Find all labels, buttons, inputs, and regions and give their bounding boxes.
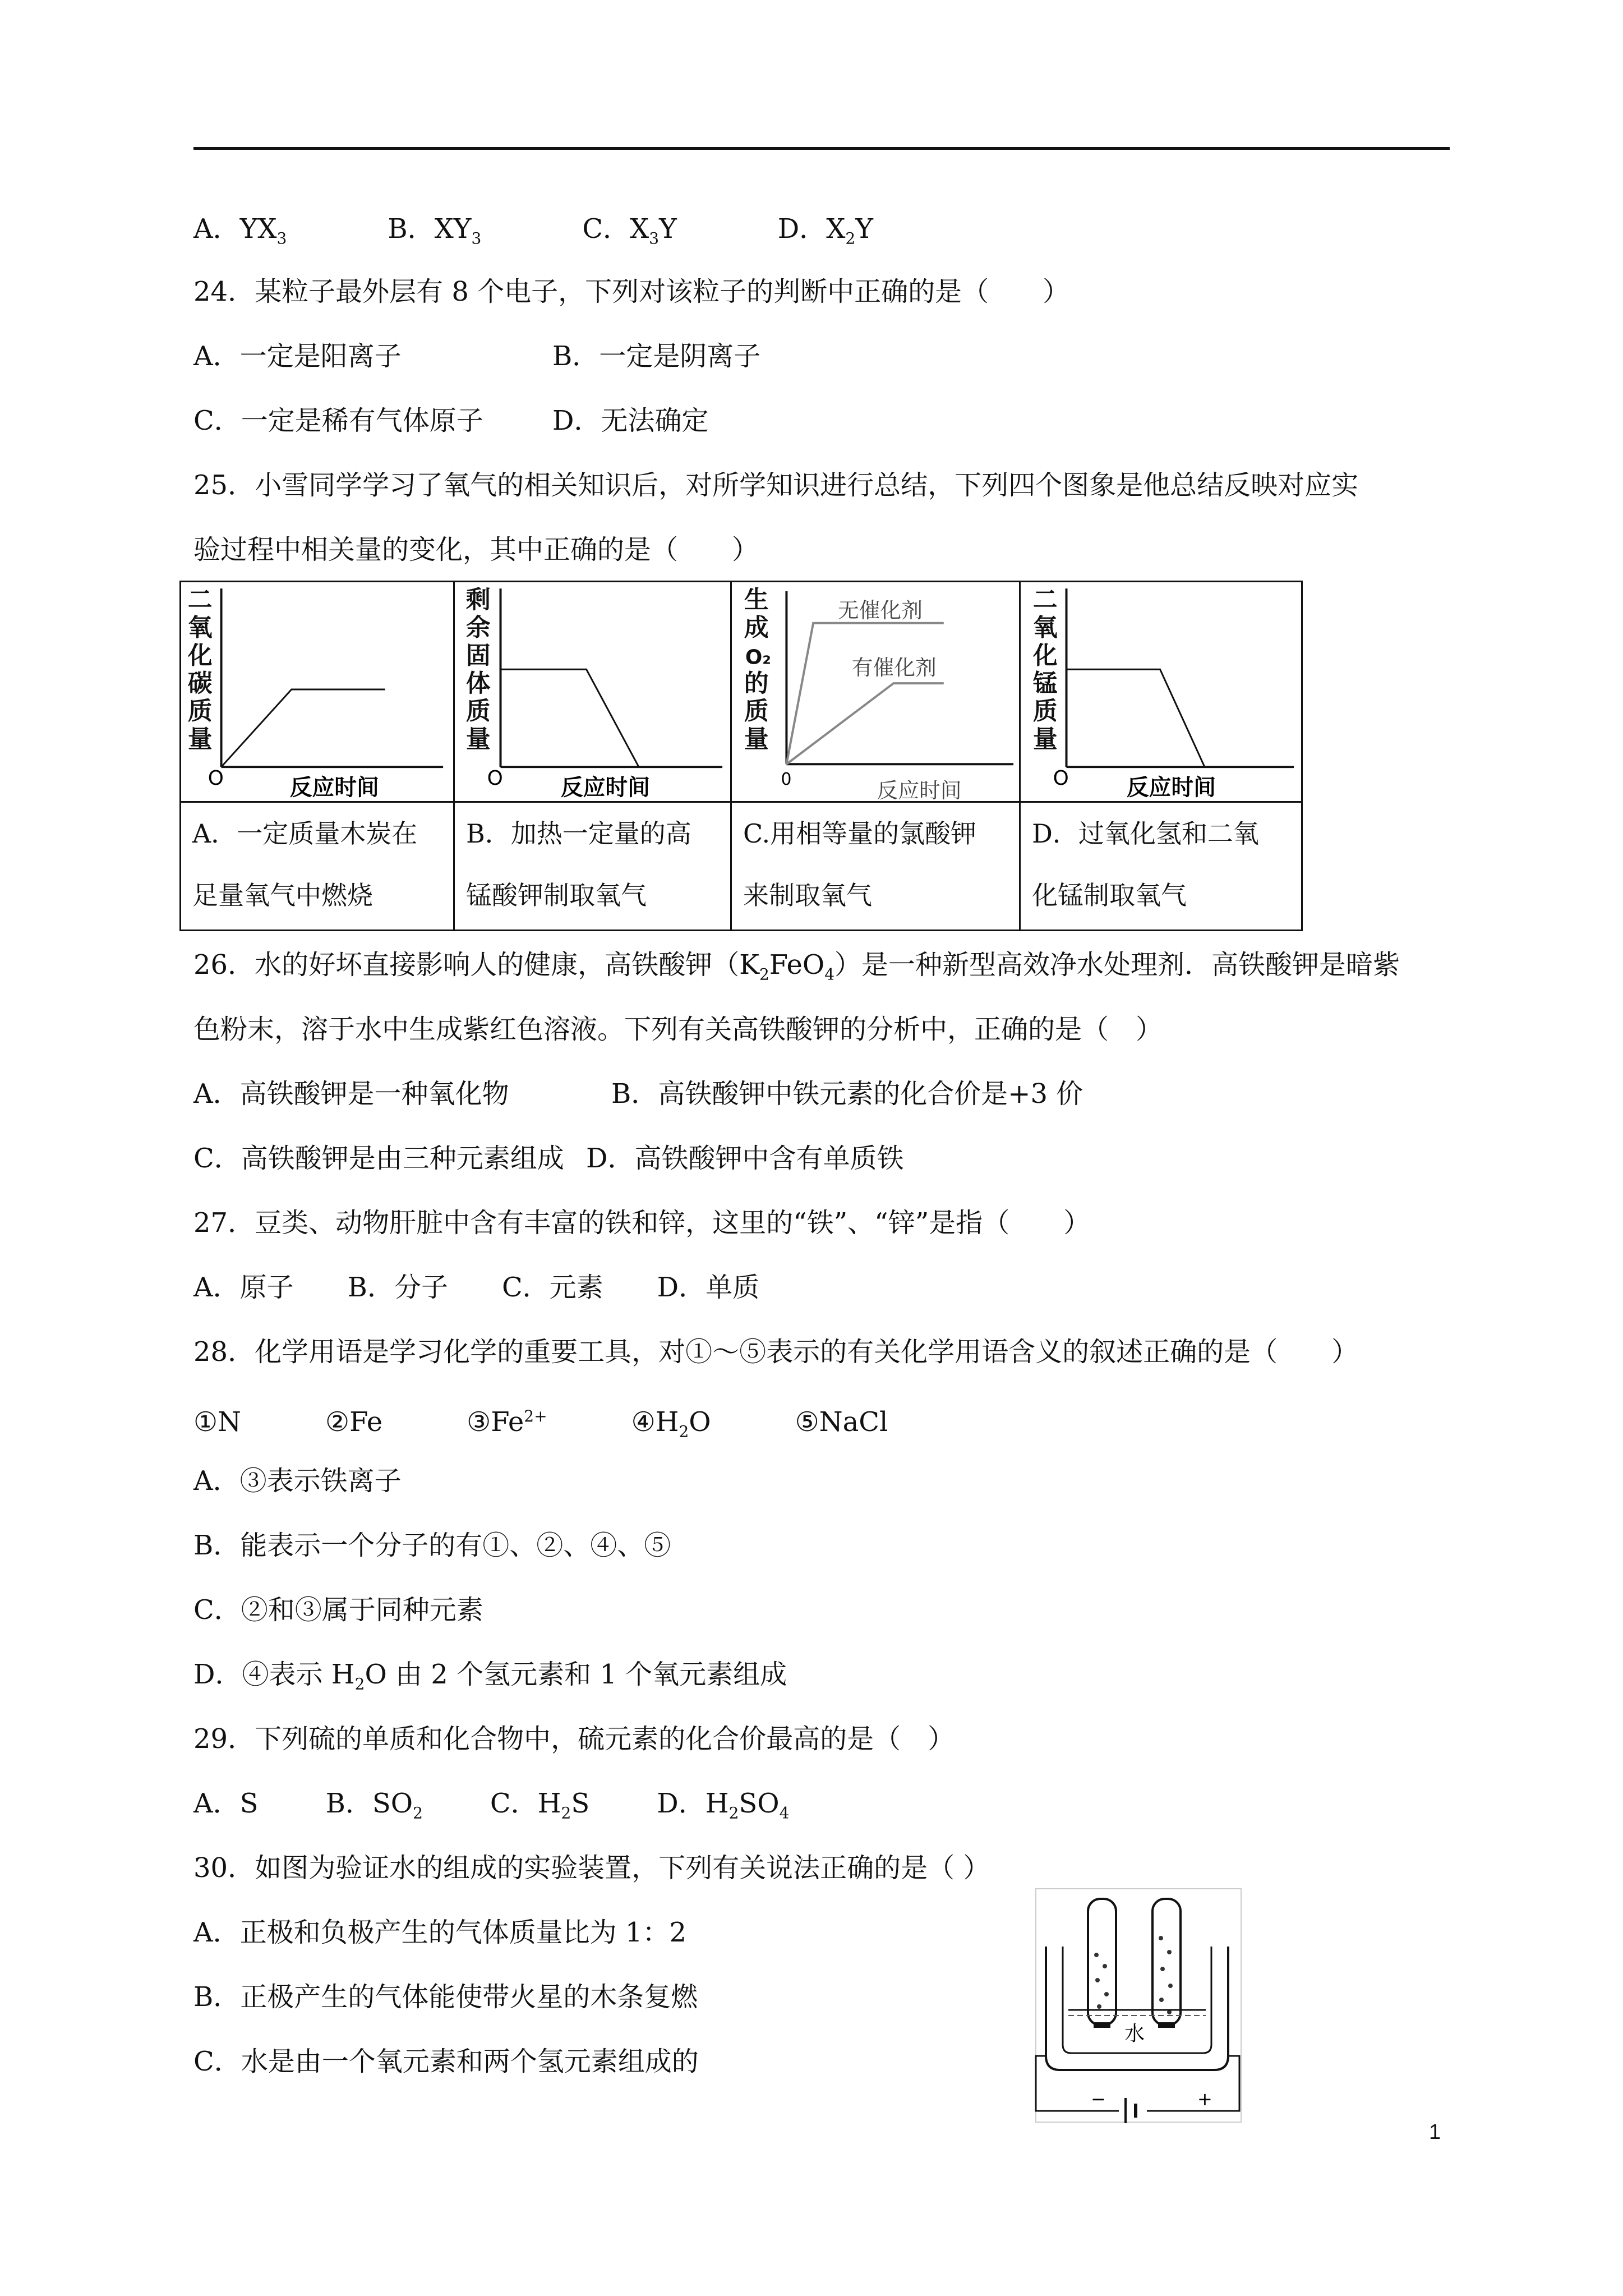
graph-a [181, 582, 454, 802]
graph-a-curve [222, 689, 385, 767]
svg-text:的: 的 [744, 669, 769, 698]
q23-options: A．$YX_3$ B．$XY_3$ C．$X_3Y$ D．$X_2Y$ [193, 213, 873, 248]
label-no-catalyst: 无催化剂 [837, 597, 923, 623]
left-tube [1088, 1899, 1116, 2025]
svg-text:二: 二 [1032, 585, 1058, 614]
svg-text:量: 量 [744, 725, 769, 754]
q26-option-b: B．高铁酸钾中铁元素的化合价是+3 价 [611, 1078, 1083, 1110]
svg-text:质: 质 [1032, 697, 1058, 726]
q27-options: A．原子 B．分子 C．元素 D．单质 [193, 1272, 760, 1303]
curve-no-catalyst [786, 623, 943, 765]
q30-option-a: A．正极和负极产生的气体质量比为 1：2 [193, 1917, 687, 1948]
q26-stem-line1: 26．水的好坏直接影响人的健康，高铁酸钾$(K_2FeO_4)$是一种新型高效净水处理剂．高铁酸钾是暗紫 [193, 949, 1400, 984]
svg-text:碳: 碳 [187, 669, 213, 698]
q24-option-row-1 [193, 339, 761, 373]
q29-options: A．S B．$SO_2$ C．$H_2S$ D．$H_2SO_4$ [193, 1788, 790, 1823]
graph-a-svg [181, 582, 453, 801]
graph-b-svg [455, 582, 730, 801]
svg-text:量: 量 [187, 725, 213, 754]
graph-b [454, 582, 731, 802]
q26-option-row-2 [193, 1142, 904, 1175]
left-electrode [1094, 2022, 1110, 2028]
trough [1046, 1947, 1228, 2070]
svg-text:O₂: O₂ [745, 646, 771, 669]
x-axis-label: 反应时间 [1126, 774, 1216, 800]
q24-option-a: A．一定是阳离子 [193, 341, 402, 372]
q28-option-a: A．③表示铁离子 [193, 1465, 402, 1497]
graph-d-ylabel [1032, 586, 1058, 754]
svg-text:质: 质 [465, 697, 491, 726]
minus-label: − [1091, 2088, 1106, 2110]
svg-text:化: 化 [1032, 641, 1058, 670]
svg-text:体: 体 [465, 669, 491, 698]
svg-text:生: 生 [744, 585, 769, 614]
x-axis-label: 反应时间 [877, 777, 962, 801]
curve-with-catalyst [786, 683, 943, 764]
svg-text:氧: 氧 [187, 613, 213, 642]
graph-c [731, 582, 1020, 802]
q28-items: ①N ②Fe $③Fe^{2+}$ $④H_2O$ ⑤NaCl [193, 1406, 888, 1441]
graph-d [1020, 582, 1302, 802]
svg-text:二: 二 [187, 585, 213, 614]
q30-option-b: B．正极产生的气体能使带火星的木条复燃 [193, 1981, 698, 2013]
water-label: 水 [1124, 2022, 1145, 2045]
graph-d-curve [1067, 669, 1205, 767]
q24-stem: 24．某粒子最外层有 8 个电子，下列对该粒子的判断中正确的是（ ） [193, 276, 1070, 307]
svg-text:固: 固 [465, 641, 491, 670]
q26-option-row-1 [193, 1077, 1083, 1111]
q24-option-b: B．一定是阴离子 [552, 341, 761, 372]
caption-c: C.用相等量的氯酸钾 来制取氧气 [731, 802, 1020, 931]
page-number: 1 [1429, 2120, 1441, 2144]
graph-c-ylabel [744, 586, 771, 754]
caption-b: B．加热一定量的高 锰酸钾制取氧气 [454, 802, 731, 931]
svg-text:剩: 剩 [465, 585, 491, 614]
q25-stem-line2: 验过程中相关量的变化，其中正确的是（ ） [193, 534, 759, 565]
plus-label: + [1197, 2088, 1212, 2110]
label-with-catalyst: 有催化剂 [851, 655, 937, 680]
x-axis-label: 反应时间 [560, 774, 650, 800]
graph-c-svg [732, 582, 1019, 801]
q24-option-d: D．无法确定 [552, 405, 709, 436]
q25-stem-line1: 25．小雪同学学习了氧气的相关知识后，对所学知识进行总结，下列四个图象是他总结反映对应实 [193, 470, 1359, 501]
q26-stem-line2: 色粉末，溶于水中生成紫红色溶液。下列有关高铁酸钾的分析中，正确的是（ ） [193, 1014, 1163, 1045]
graph-d-svg [1021, 582, 1301, 801]
caption-a: A．一定质量木炭在 足量氧气中燃烧 [181, 802, 454, 931]
q29-stem: 29．下列硫的单质和化合物中，硫元素的化合价最高的是（ ） [193, 1723, 955, 1755]
q28-option-d: D．④表示 $H_2O$ 由 2 个氢元素和 1 个氧元素组成 [193, 1659, 787, 1694]
origin-label: O [487, 766, 503, 790]
x-axis-label: 反应时间 [289, 774, 379, 800]
caption-d: D．过氧化氢和二氧 化锰制取氧气 [1020, 802, 1302, 931]
q26-option-c: C．高铁酸钾是由三种元素组成 [193, 1143, 564, 1174]
q28-stem: 28．化学用语是学习化学的重要工具，对①～⑤表示的有关化学用语含义的叙述正确的是（ ） [193, 1336, 1359, 1368]
graph-b-ylabel [466, 586, 491, 753]
origin-label: O [1053, 767, 1069, 790]
right-tube [1152, 1899, 1181, 2025]
svg-text:化: 化 [187, 641, 213, 670]
svg-text:质: 质 [744, 697, 769, 726]
q24-option-c: C．一定是稀有气体原子 [193, 405, 483, 436]
q24-option-row-2 [193, 404, 709, 438]
svg-text:成: 成 [744, 613, 769, 642]
origin-label: 0 [781, 770, 792, 790]
q26-option-d: D．高铁酸钾中含有单质铁 [586, 1143, 904, 1174]
q25-graph-table [179, 581, 1303, 931]
right-electrode [1158, 2022, 1175, 2028]
svg-text:余: 余 [465, 613, 491, 642]
svg-text:质: 质 [187, 697, 213, 726]
q30-stem: 30．如图为验证水的组成的实验装置，下列有关说法正确的是（ ） [193, 1852, 990, 1884]
q28-option-b: B．能表示一个分子的有①、②、④、⑤ [193, 1530, 671, 1561]
svg-text:氧: 氧 [1032, 613, 1058, 642]
q28-option-c: C．②和③属于同种元素 [193, 1594, 483, 1626]
graph-a-ylabel [187, 586, 213, 753]
q26-option-a: A．高铁酸钾是一种氧化物 [193, 1078, 509, 1110]
q30-option-c: C．水是由一个氧元素和两个氢元素组成的 [193, 2046, 699, 2077]
q27-stem: 27．豆类、动物肝脏中含有丰富的铁和锌，这里的“铁”、“锌”是指（ ） [193, 1207, 1091, 1239]
origin-label: O [208, 766, 224, 790]
svg-text:锰: 锰 [1032, 669, 1058, 698]
svg-text:量: 量 [465, 725, 491, 754]
header-rule [193, 147, 1450, 150]
graph-b-curve [501, 669, 639, 767]
electrolysis-apparatus-figure [1035, 1888, 1242, 2123]
svg-text:量: 量 [1032, 725, 1058, 754]
